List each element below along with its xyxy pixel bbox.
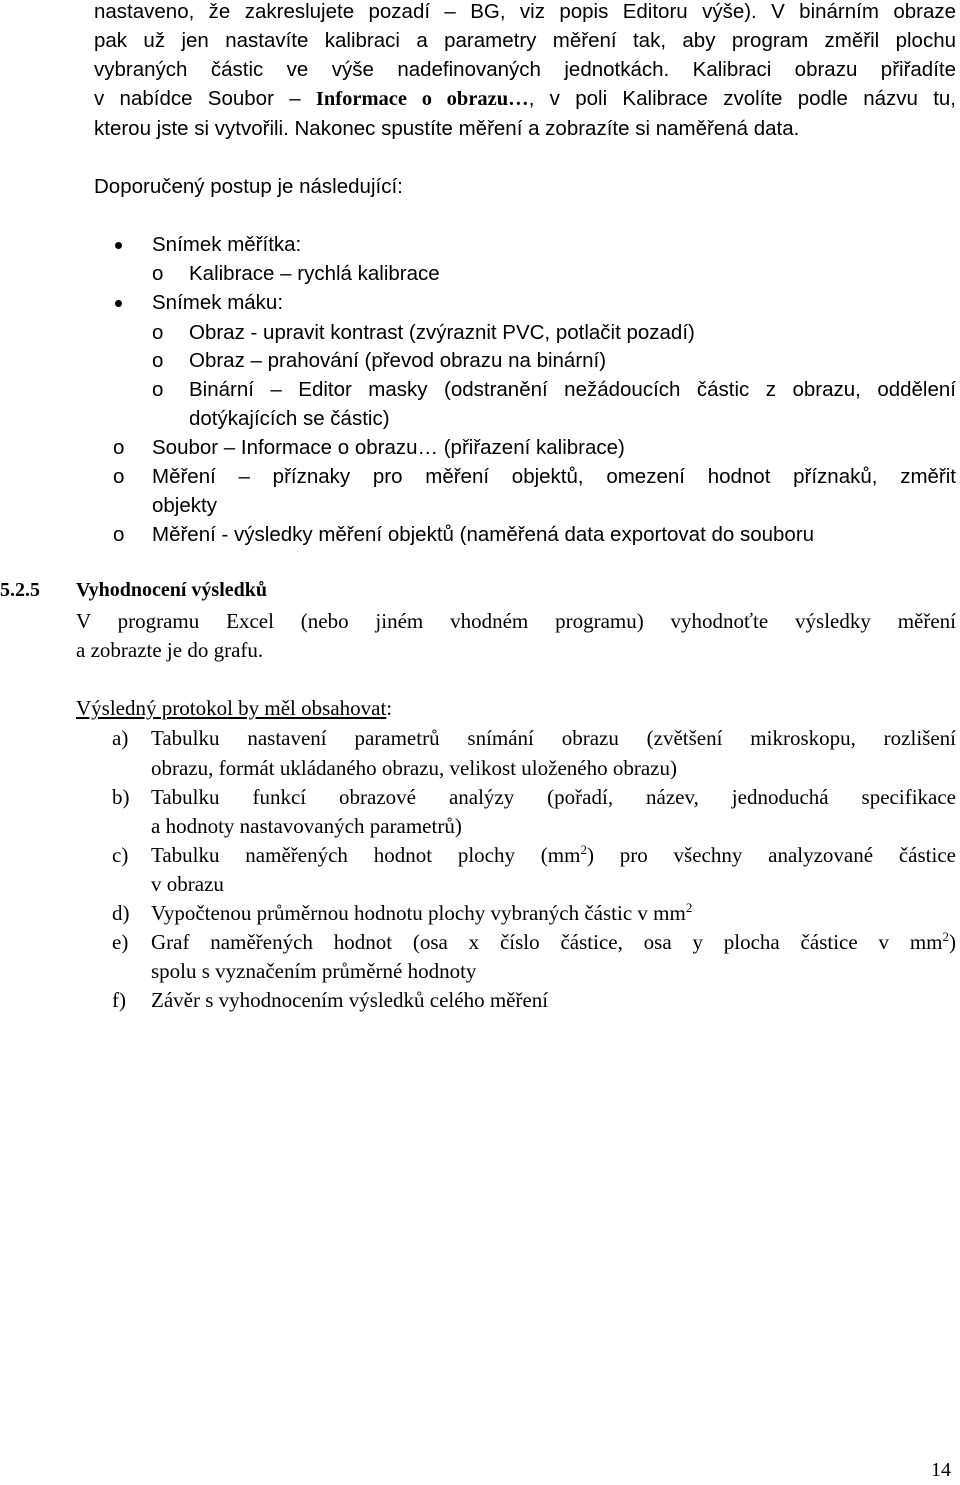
step-2-sub-2: Obraz – prahování (převod obrazu na binární) xyxy=(189,349,607,372)
intro-line-3: vybraných částic ve výše nadefinovaných jednotkách. Kalibraci obrazu přiřadíte xyxy=(94,58,956,81)
protocol-d-line-1 xyxy=(151,899,692,928)
protocol-c-line-2: v obrazu xyxy=(151,872,224,896)
sub-marker: o xyxy=(152,321,164,344)
protocol-c-text: Tabulku naměřených hodnot plochy (mm xyxy=(151,843,581,867)
protocol-b-line-2: a hodnoty nastavovaných parametrů) xyxy=(151,814,462,838)
step-5: Měření - výsledky měření objektů (naměřená data exportovat do souboru xyxy=(152,523,815,546)
sub-marker: o xyxy=(113,523,125,546)
intro-line-4-bold: Informace o obrazu… xyxy=(315,88,529,110)
protocol-heading xyxy=(76,694,392,723)
protocol-e-line-2: spolu s vyznačením průměrné hodnoty xyxy=(151,959,477,983)
intro-line-4-post: , v poli Kalibrace zvolíte podle názvu tu, xyxy=(528,87,956,110)
intro-line-5: kterou jste si vytvořili. Nakonec spustíte měření a zobrazíte si naměřená data. xyxy=(94,117,800,140)
protocol-e-line-1 xyxy=(151,928,956,957)
step-1: Snímek měřítka: xyxy=(152,233,302,256)
protocol-label-b: b) xyxy=(112,785,130,809)
sub-marker: o xyxy=(152,349,164,372)
protocol-d-text: Vypočtenou průměrnou hodnotu plochy vybraných částic v mm xyxy=(151,901,686,925)
protocol-label-f: f) xyxy=(112,988,126,1012)
section-text-line-2: a zobrazte je do grafu. xyxy=(76,638,264,662)
protocol-label-d: d) xyxy=(112,901,130,925)
step-4-line-2: objekty xyxy=(152,494,217,517)
step-2-sub-3-line-1: Binární – Editor masky (odstranění nežádoucích částic z obrazu, oddělení xyxy=(189,378,956,401)
step-2-sub-1: Obraz - upravit kontrast (zvýraznit PVC, potlačit pozadí) xyxy=(189,321,695,344)
page-number: 14 xyxy=(931,1459,951,1481)
sub-marker: o xyxy=(113,465,125,488)
protocol-heading-text: Výsledný protokol by měl obsahovat xyxy=(76,696,387,720)
intro-line-2: pak už jen nastavíte kalibraci a parametry měření tak, aby program změřil plochu xyxy=(94,29,956,52)
intro-paragraph xyxy=(94,0,956,143)
bullet-icon xyxy=(115,242,122,249)
section-title: Vyhodnocení výsledků xyxy=(76,579,267,601)
section-text-line-1: V programu Excel (nebo jiném vhodném programu) vyhodnoťte výsledky měření xyxy=(76,609,956,633)
step-4-line-1: Měření – příznaky pro měření objektů, omezení hodnot příznaků, změřit xyxy=(152,465,956,488)
intro-line-4-pre: v nabídce Soubor – xyxy=(94,87,316,110)
sub-marker: o xyxy=(152,378,164,401)
intro-line-4 xyxy=(94,84,956,114)
protocol-label-e: e) xyxy=(112,930,129,954)
intro-line-1: nastaveno, že zakreslujete pozadí – BG, viz popis Editoru výše). V binárním obraze xyxy=(94,0,956,23)
protocol-heading-colon: : xyxy=(386,696,393,720)
procedure-heading: Doporučený postup je následující: xyxy=(94,175,403,198)
superscript: 2 xyxy=(942,929,949,944)
protocol-a-line-1: Tabulku nastavení parametrů snímání obrazu (zvětšení mikroskopu, rozlišení xyxy=(151,726,956,750)
step-1-sub-1: Kalibrace – rychlá kalibrace xyxy=(189,262,440,285)
superscript: 2 xyxy=(685,900,693,915)
protocol-e-text: Graf naměřených hodnot (osa x číslo částice, osa y plocha částice v mm xyxy=(151,930,943,954)
protocol-label-c: c) xyxy=(112,843,129,867)
step-2: Snímek máku: xyxy=(152,291,284,314)
protocol-f-line-1: Závěr s vyhodnocením výsledků celého měření xyxy=(151,988,549,1012)
step-3: Soubor – Informace o obrazu… (přiřazení kalibrace) xyxy=(152,436,625,459)
protocol-c-text-post: ) pro všechny analyzované částice xyxy=(586,843,956,867)
sub-marker: o xyxy=(113,436,125,459)
step-2-sub-3-line-2: dotýkajících se částic) xyxy=(189,407,390,430)
section-number: 5.2.5 xyxy=(0,579,40,601)
protocol-b-line-1: Tabulku funkcí obrazové analýzy (pořadí, název, jednoduchá specifikace xyxy=(151,785,956,809)
protocol-e-text-post: ) xyxy=(949,930,956,954)
protocol-a-line-2: obrazu, formát ukládaného obrazu, velikost uloženého obrazu) xyxy=(151,756,677,780)
bullet-icon xyxy=(115,300,122,307)
superscript: 2 xyxy=(580,842,587,857)
protocol-c-line-1 xyxy=(151,841,956,870)
protocol-label-a: a) xyxy=(112,726,129,750)
sub-marker: o xyxy=(152,262,164,285)
